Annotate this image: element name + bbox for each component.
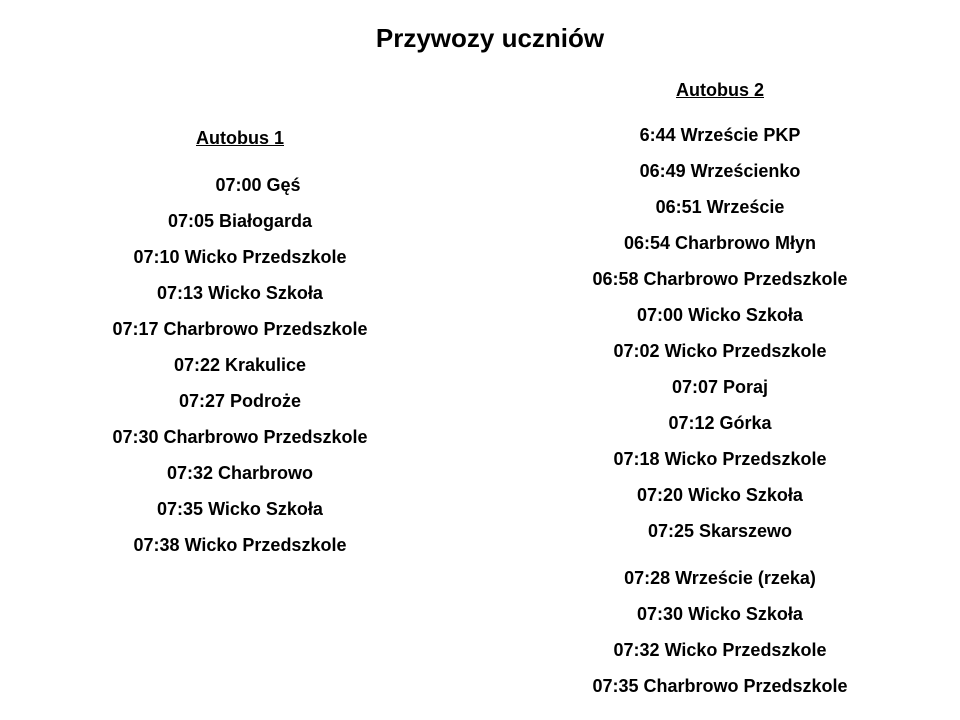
- bus2-stop: 07:25 Skarszewo: [647, 521, 793, 541]
- bus2-stop: 07:00 Wicko Szkoła: [637, 305, 803, 325]
- bus2-stop: 07:07 Poraj: [671, 377, 769, 397]
- bus1-stop: 07:32 Charbrowo: [166, 463, 314, 483]
- bus1-stop: 07:38 Wicko Przedszkole: [133, 535, 347, 555]
- bus2-heading: Autobus 2: [676, 80, 764, 100]
- bus2-stop: 07:12 Górka: [668, 413, 772, 433]
- bus1-stop: 07:27 Podroże: [178, 391, 302, 411]
- bus2-stop: 06:58 Charbrowo Przedszkole: [592, 269, 848, 289]
- bus2-stop: 07:32 Wicko Przedszkole: [613, 640, 827, 660]
- bus1-stop: 07:05 Białogarda: [167, 211, 313, 231]
- bus1-stop: 07:00 Gęś: [215, 175, 301, 195]
- bus1-stop: 07:30 Charbrowo Przedszkole: [112, 427, 368, 447]
- bus2-stop: 07:28 Wrzeście (rzeka): [624, 568, 816, 588]
- bus1-stop: 07:22 Krakulice: [173, 355, 307, 375]
- bus1-stop: 07:17 Charbrowo Przedszkole: [112, 319, 368, 339]
- bus1-stop: 07:35 Wicko Szkoła: [157, 499, 323, 519]
- bus2-stop: 07:35 Charbrowo Przedszkole: [592, 676, 848, 696]
- bus2-stop: 6:44 Wrzeście PKP: [639, 125, 801, 145]
- bus2-stop: 07:20 Wicko Szkoła: [637, 485, 803, 505]
- bus2-stop: 06:49 Wrześcienko: [639, 161, 801, 181]
- bus1-stop: 07:10 Wicko Przedszkole: [133, 247, 347, 267]
- bus1-stop: 07:13 Wicko Szkoła: [157, 283, 323, 303]
- bus2-stop: 06:54 Charbrowo Młyn: [623, 233, 817, 253]
- bus2-stop: 07:18 Wicko Przedszkole: [613, 449, 827, 469]
- bus2-stop: 07:02 Wicko Przedszkole: [613, 341, 827, 361]
- bus1-heading: Autobus 1: [196, 128, 284, 148]
- bus2-stop: 06:51 Wrzeście: [655, 197, 785, 217]
- page-title: Przywozy uczniów: [375, 23, 605, 53]
- bus2-stop: 07:30 Wicko Szkoła: [637, 604, 803, 624]
